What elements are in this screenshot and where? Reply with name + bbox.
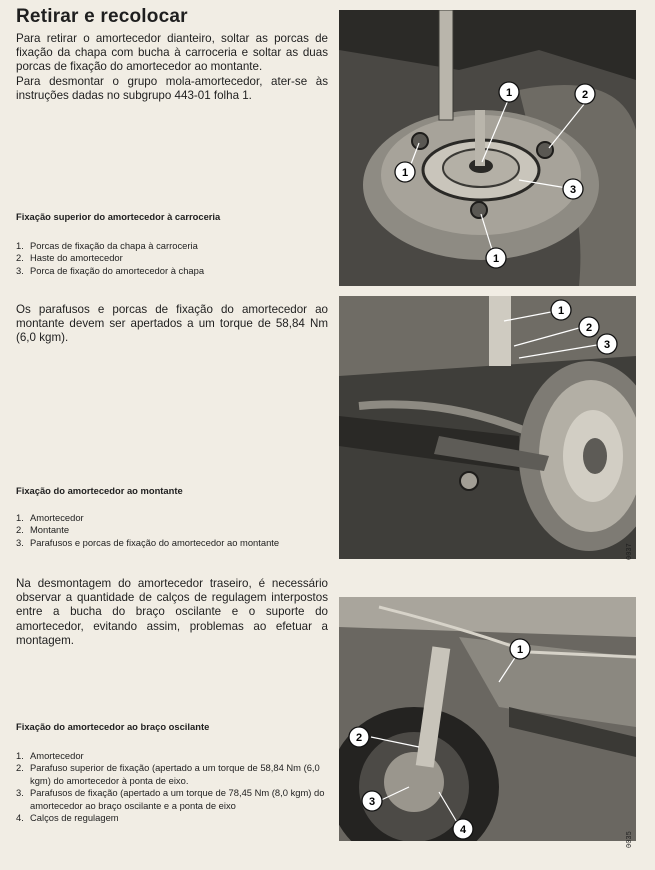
list-item: 2. Haste do amortecedor	[16, 252, 123, 264]
figure-code: 0037	[626, 543, 634, 560]
callout-label: 1	[516, 644, 524, 656]
callout-label: 3	[603, 339, 611, 351]
list-item: 3. Porca de fixação do amortecedor à chapa	[16, 264, 205, 276]
list-item: 2. Montante	[16, 524, 70, 536]
section2-legend	[16, 512, 328, 549]
photo-upright-mount	[339, 296, 636, 559]
intro-text	[16, 32, 328, 103]
callout-label: 1	[492, 253, 500, 265]
callout-label: 3	[368, 796, 376, 808]
section3-caption	[16, 721, 328, 732]
shim-note: Na desmontagem do amortecedor traseiro, é necessário observar a quantidade de calços de regulagem interpostos entre a bucha do braço oscilante e o suporte do amortecedor, evitando assim, problemas ao efetuar a montagem.	[16, 577, 328, 647]
callout-label: 1	[401, 167, 409, 179]
page-title: Retirar e recolocar	[16, 6, 188, 27]
intro-paragraph-1: Para retirar o amortecedor dianteiro, soltar as porcas de fixação da chapa com bucha à carroceria e soltar as duas porcas de fixação do amortecedor ao montante.	[16, 32, 328, 74]
section1-legend	[16, 240, 328, 277]
list-item: 3. Parafusos de fixação (apertado a um torque de 78,45 Nm (8,0 kgm) do amortecedor ao braço oscilante e a ponta de eixo	[16, 787, 325, 811]
callout-label: 2	[355, 732, 363, 744]
section3-legend	[16, 750, 334, 824]
list-item: 4. Calços de regulagem	[16, 812, 119, 824]
intro-paragraph-2: Para desmontar o grupo mola-amortecedor, ater-se às instruções dadas no subgrupo 443-01 folha 1.	[16, 74, 328, 102]
photo-upper-mount	[339, 10, 636, 286]
callout-label: 2	[585, 322, 593, 334]
section1-note	[16, 303, 328, 346]
callout-label: 1	[557, 305, 565, 317]
list-item: 1. Amortecedor	[16, 512, 84, 523]
section1-title: Fixação superior do amortecedor à carroceria	[16, 211, 221, 222]
section2-note	[16, 577, 328, 648]
callout-label: 3	[569, 184, 577, 196]
list-item: 1. Amortecedor	[16, 750, 84, 761]
callout-label: 2	[581, 89, 589, 101]
photo-swing-arm-mount	[339, 597, 636, 841]
callout-label: 1	[505, 87, 513, 99]
section3-title: Fixação do amortecedor ao braço oscilante	[16, 721, 210, 732]
section1-caption	[16, 211, 328, 222]
torque-note: Os parafusos e porcas de fixação do amortecedor ao montante devem ser apertados a um torque de 58,84 Nm (6,0 kgm).	[16, 303, 328, 345]
list-item: 3. Parafusos e porcas de fixação do amortecedor ao montante	[16, 536, 280, 548]
list-item: 2. Parafuso superior de fixação (apertado a um torque de 58,84 Nm (6,0 kgm) do amortecedor à ponta de eixo.	[16, 762, 320, 786]
list-item: 1. Porcas de fixação da chapa à carroceria	[16, 240, 198, 251]
section2-caption	[16, 485, 328, 496]
section2-title: Fixação do amortecedor ao montante	[16, 485, 183, 496]
callout-label: 4	[459, 824, 467, 836]
figure-code: 0035	[626, 831, 634, 848]
